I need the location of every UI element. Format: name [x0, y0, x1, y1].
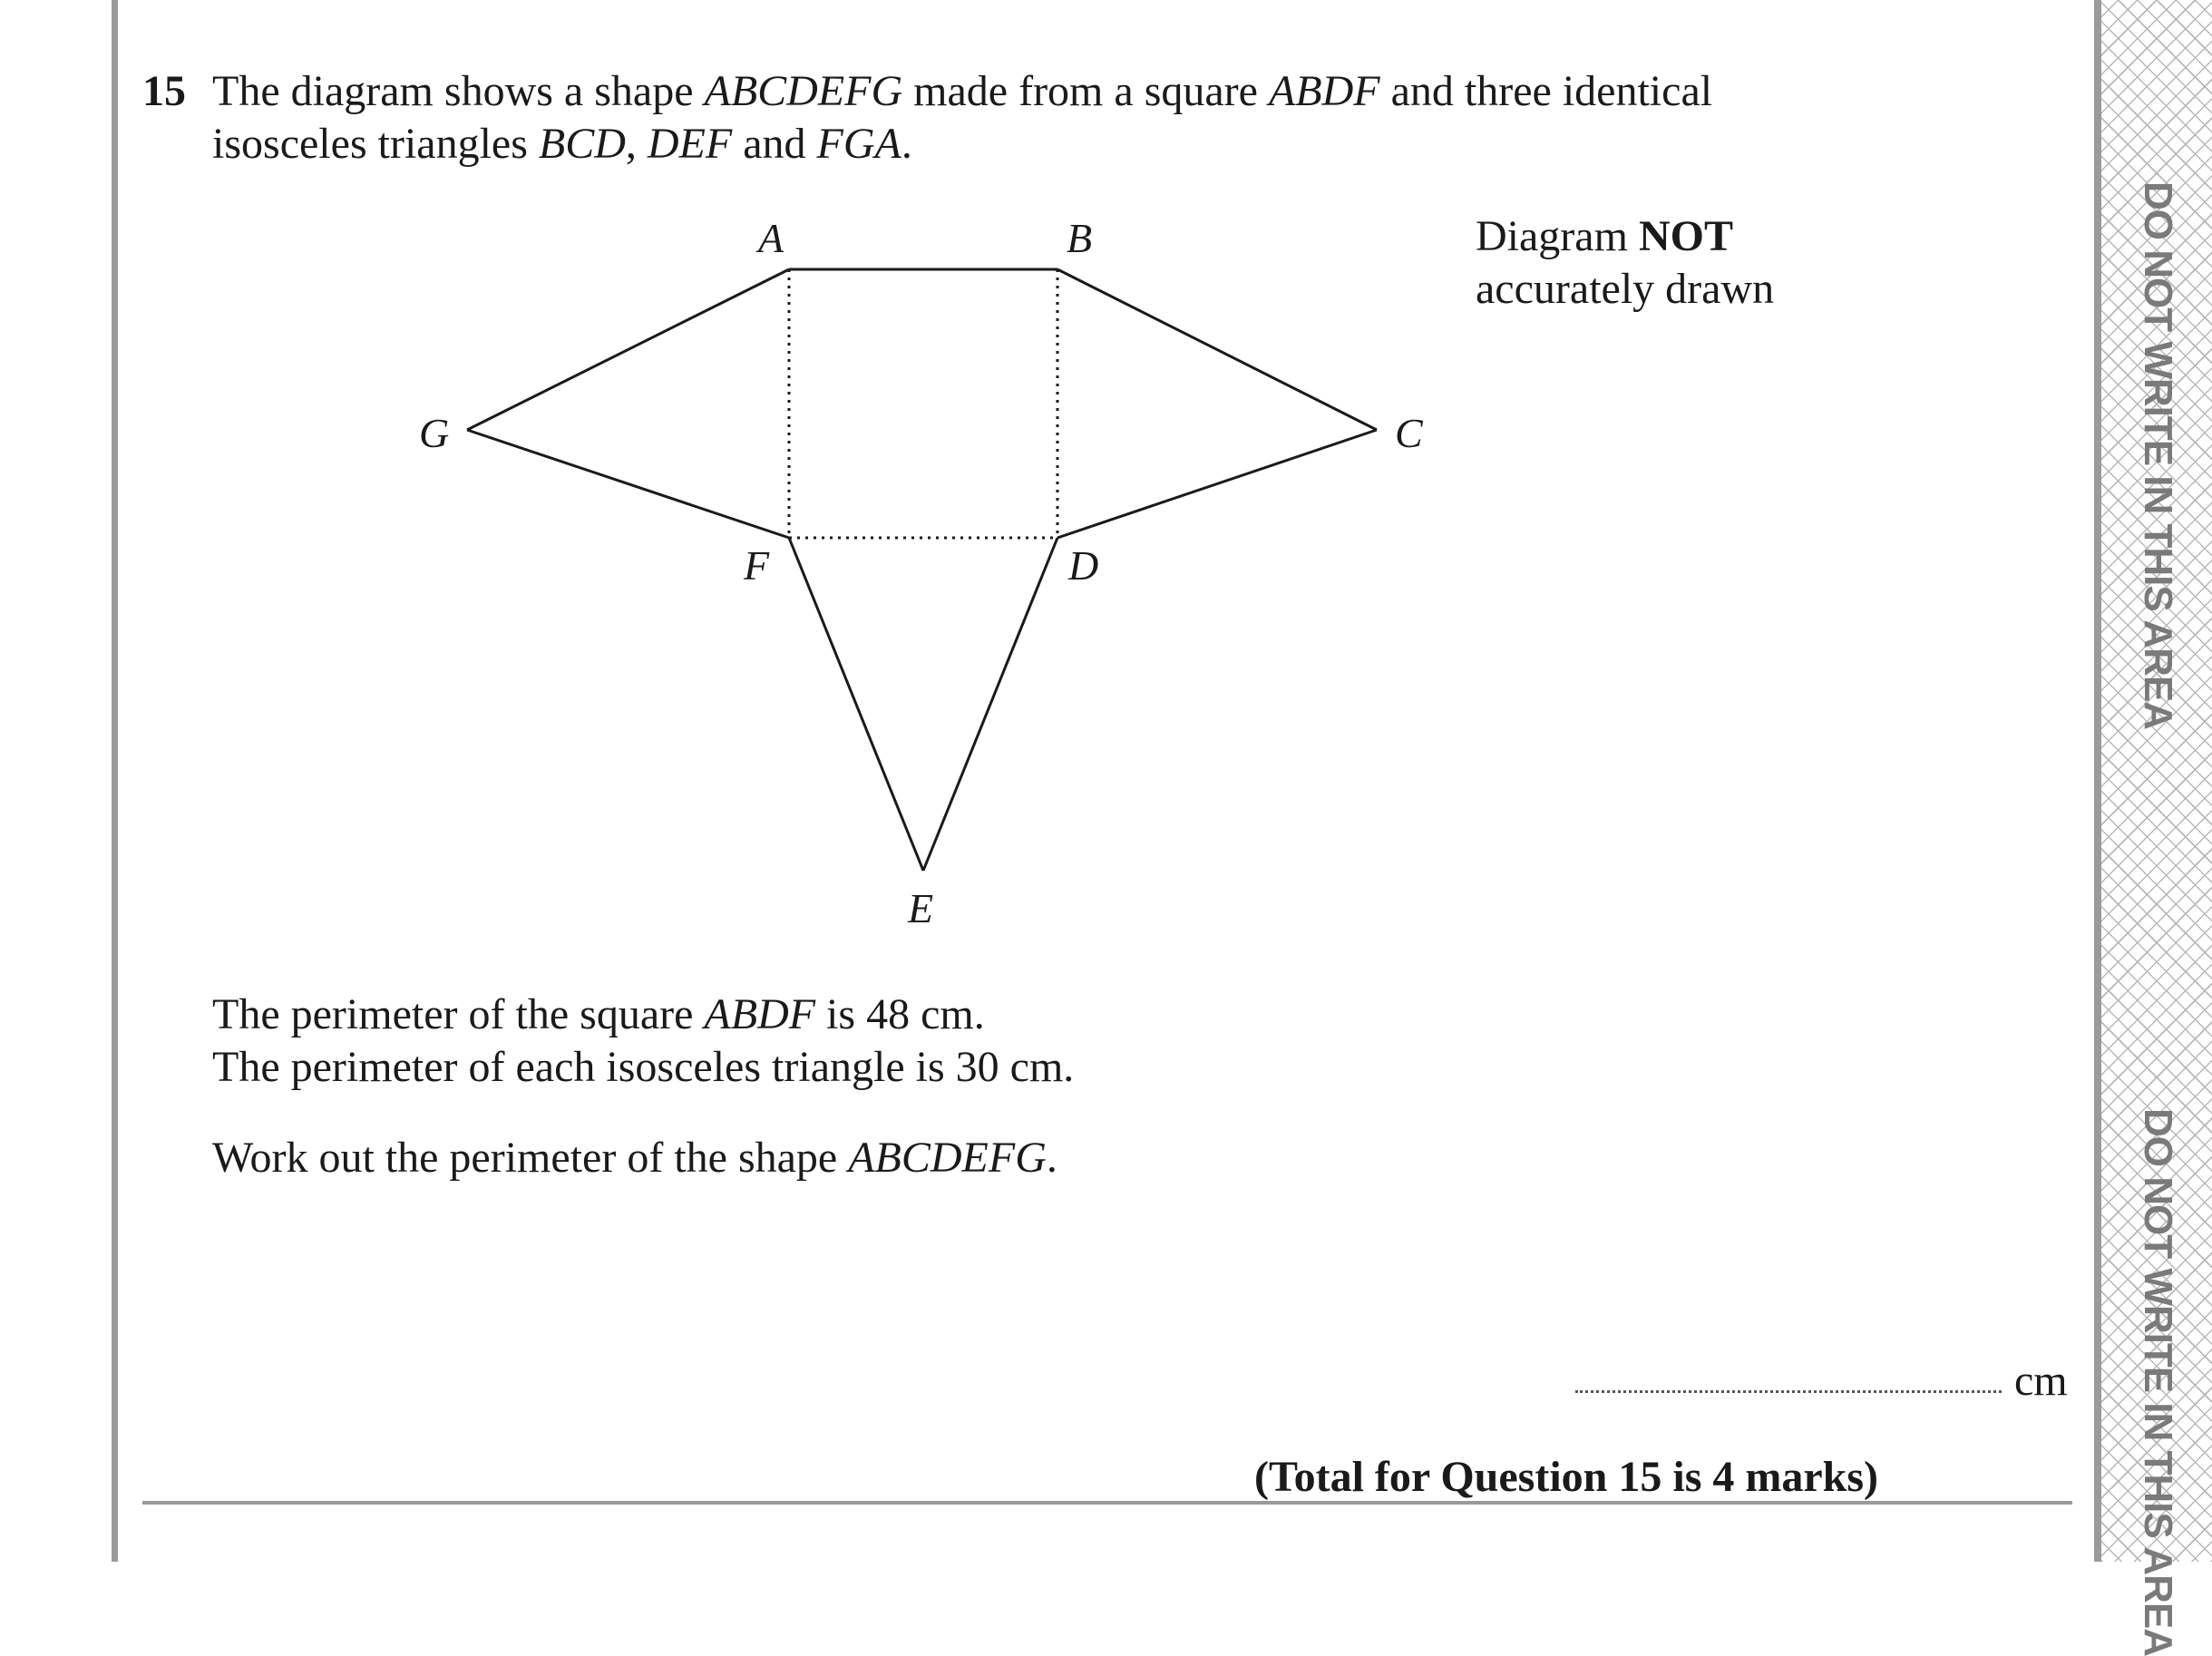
edge-de: [923, 538, 1057, 871]
question-task: Work out the perimeter of the shape ABCDEFG.: [212, 1134, 1057, 1182]
edge-ef: [789, 538, 923, 871]
question-facts: [212, 989, 1074, 1094]
vertex-label-b: B: [1067, 215, 1093, 261]
vertex-label-a: A: [758, 215, 784, 261]
margin-warning-1: DO NOT WRITE IN THIS AREA: [2136, 181, 2180, 730]
question-intro-line-2: isosceles triangles BCD, DEF and FGA.: [212, 120, 912, 168]
vertex-label-e: E: [908, 885, 934, 931]
answer-line[interactable]: [1575, 1390, 2002, 1393]
question-total-marks: (Total for Question 15 is 4 marks): [1254, 1453, 1879, 1501]
vertex-label-f: F: [744, 542, 770, 589]
question-number: 15: [142, 67, 186, 115]
question-intro-line-1: The diagram shows a shape ABCDEFG made from a square ABDF and three identical: [212, 67, 1713, 115]
diagram-note: [1476, 210, 1774, 316]
vertex-label-c: C: [1395, 410, 1423, 456]
fact-triangle-perimeter: The perimeter of each isosceles triangle is 30 cm.: [212, 1043, 1075, 1091]
question-end-rule: [142, 1501, 2072, 1505]
fact-square-perimeter: The perimeter of the square ABDF is 48 cm.: [212, 990, 985, 1038]
page-border-right: [2094, 0, 2101, 1562]
diagram-note-line-1: Diagram NOT: [1476, 212, 1733, 260]
answer-unit: cm: [2014, 1357, 2068, 1405]
edge-bc: [1057, 269, 1377, 430]
margin-warning-2: DO NOT WRITE IN THIS AREA: [2136, 1108, 2180, 1656]
vertex-label-g: G: [419, 410, 450, 456]
edge-ga: [467, 269, 789, 430]
edge-fg: [467, 430, 789, 538]
diagram-note-line-2: accurately drawn: [1476, 265, 1775, 313]
vertex-label-d: D: [1068, 542, 1099, 589]
edge-cd: [1057, 430, 1377, 538]
